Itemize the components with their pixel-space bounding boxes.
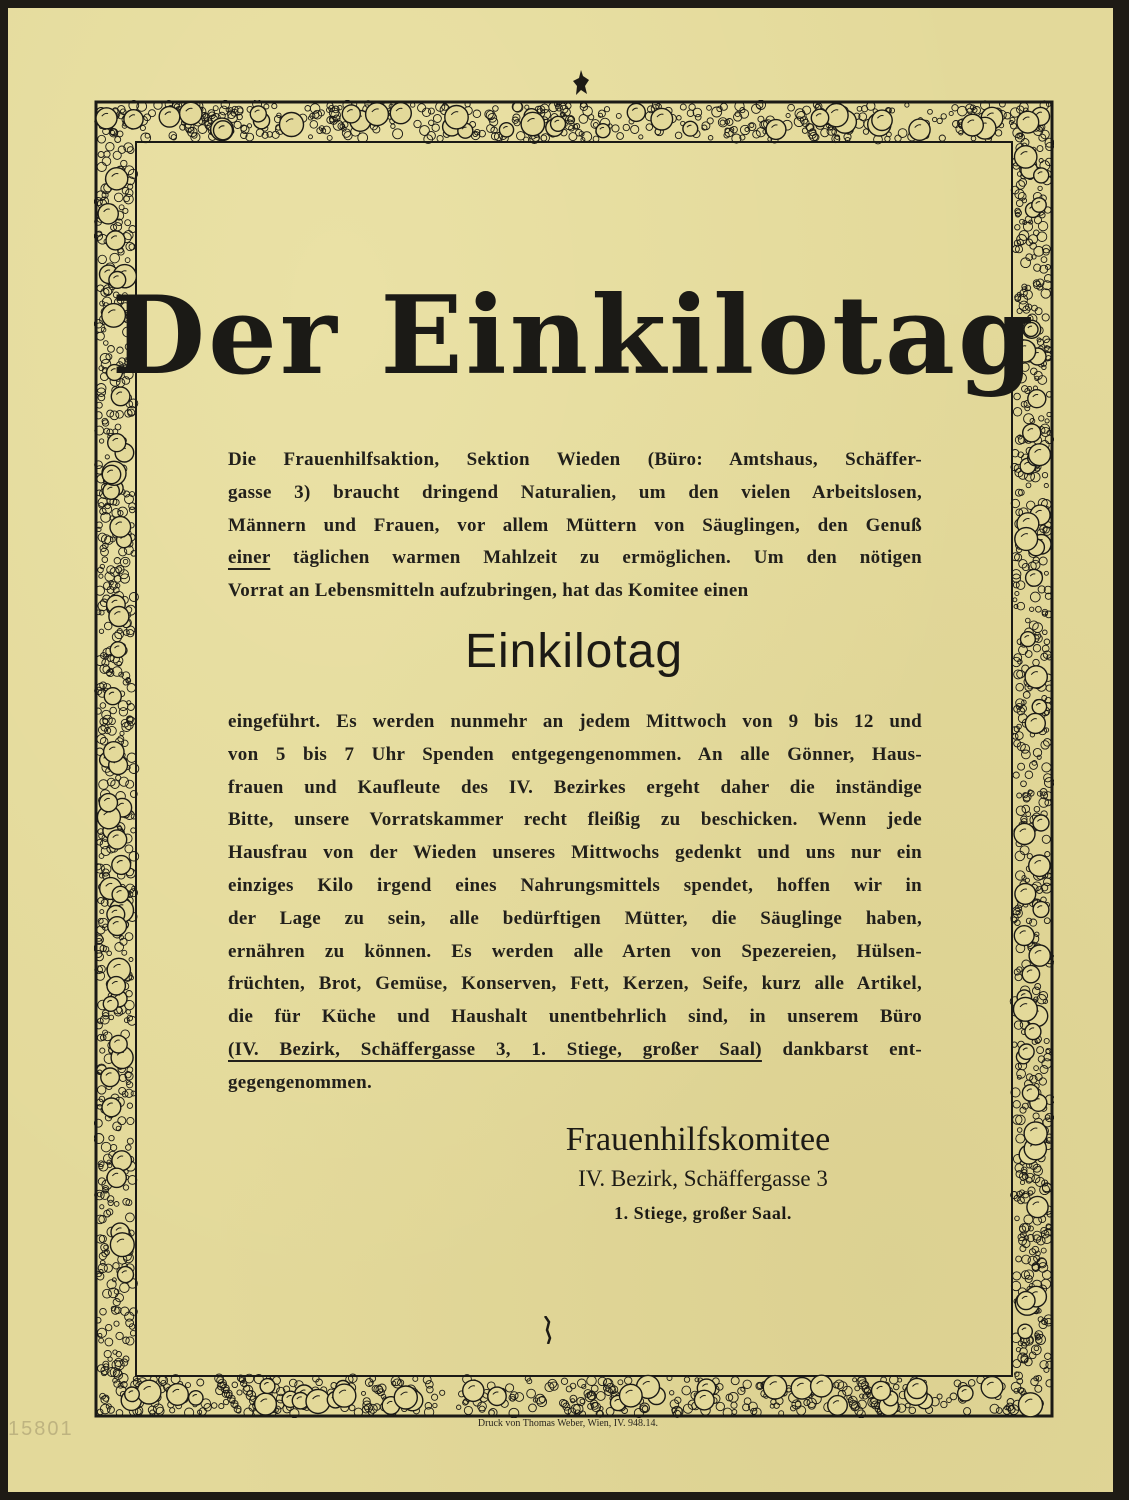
paragraph-line: eingeführt. Es werden nunmehr an jedem Mittwoch von 9 bis 12 und	[228, 711, 922, 732]
paragraph-line: Die Frauenhilfsaktion, Sektion Wieden (Büro: Amtshaus, Schäffer-	[228, 449, 922, 470]
pin-hole-mark	[573, 70, 591, 96]
paragraph-line: früchten, Brot, Gemüse, Konserven, Fett, Kerzen, Seife, kurz alle Artikel,	[228, 973, 922, 995]
printer-imprint: Druck von Thomas Weber, Wien, IV. 948.14.	[477, 1418, 659, 1429]
intro-paragraph	[228, 444, 922, 608]
paragraph-line: einziges Kilo irgend eines Nahrungsmittels spendet, hoffen wir in	[228, 874, 922, 896]
paragraph-line: Vorrat an Lebensmitteln aufzubringen, hat das Komitee einen	[228, 580, 749, 602]
paragraph-line: Bitte, unsere Vorratskammer recht fleißig zu beschicken. Wenn jede	[228, 809, 922, 831]
paragraph-line: frauen und Kaufleute des IV. Bezirkes ergeht daher die inständige	[228, 776, 922, 798]
paragraph-line: gasse 3) braucht dringend Naturalien, um den vielen Arbeitslosen,	[228, 481, 922, 503]
ink-mark	[543, 1316, 553, 1344]
underlined-address: (IV. Bezirk, Schäffergasse 3, 1. Stiege, großer Saal)	[228, 1038, 762, 1060]
paragraph-line	[228, 542, 922, 575]
signature-block	[543, 1118, 863, 1230]
paragraph-line: die für Küche und Haushalt unentbehrlich sind, in unserem Büro	[228, 1006, 922, 1028]
paragraph-line: Hausfrau von der Wieden unseres Mittwochs gedenkt und uns nur ein	[228, 842, 922, 864]
poster-sheet	[8, 8, 1113, 1492]
committee-address: IV. Bezirk, Schäffergasse 3	[578, 1166, 828, 1191]
paragraph-line	[228, 1034, 922, 1067]
main-paragraph	[228, 706, 922, 1100]
paragraph-line: der Lage zu sein, alle bedürftigen Mütter, die Säuglinge haben,	[228, 907, 922, 929]
paragraph-line-rest: dankbarst ent-	[782, 1038, 922, 1060]
section-heading: Einkilotag	[464, 625, 684, 678]
paragraph-line: Männern und Frauen, vor allem Müttern von Säuglingen, den Genuß	[228, 514, 922, 536]
committee-stair: 1. Stiege, großer Saal.	[614, 1203, 792, 1223]
poster-title: Der Einkilotag	[111, 273, 1037, 399]
paragraph-line: ernähren zu können. Es werden alle Arten von Spezereien, Hülsen-	[228, 940, 922, 962]
paragraph-line: von 5 bis 7 Uhr Spenden entgegengenommen. An alle Gönner, Haus-	[228, 743, 922, 765]
underlined-word: einer	[228, 547, 271, 569]
committee-name: Frauenhilfskomitee	[565, 1121, 831, 1158]
paragraph-line-rest: täglichen warmen Mahlzeit zu ermöglichen. Um den nötigen	[293, 547, 922, 569]
paragraph-line: gegengenommen.	[228, 1071, 373, 1093]
archive-number: 15801	[8, 1418, 74, 1440]
